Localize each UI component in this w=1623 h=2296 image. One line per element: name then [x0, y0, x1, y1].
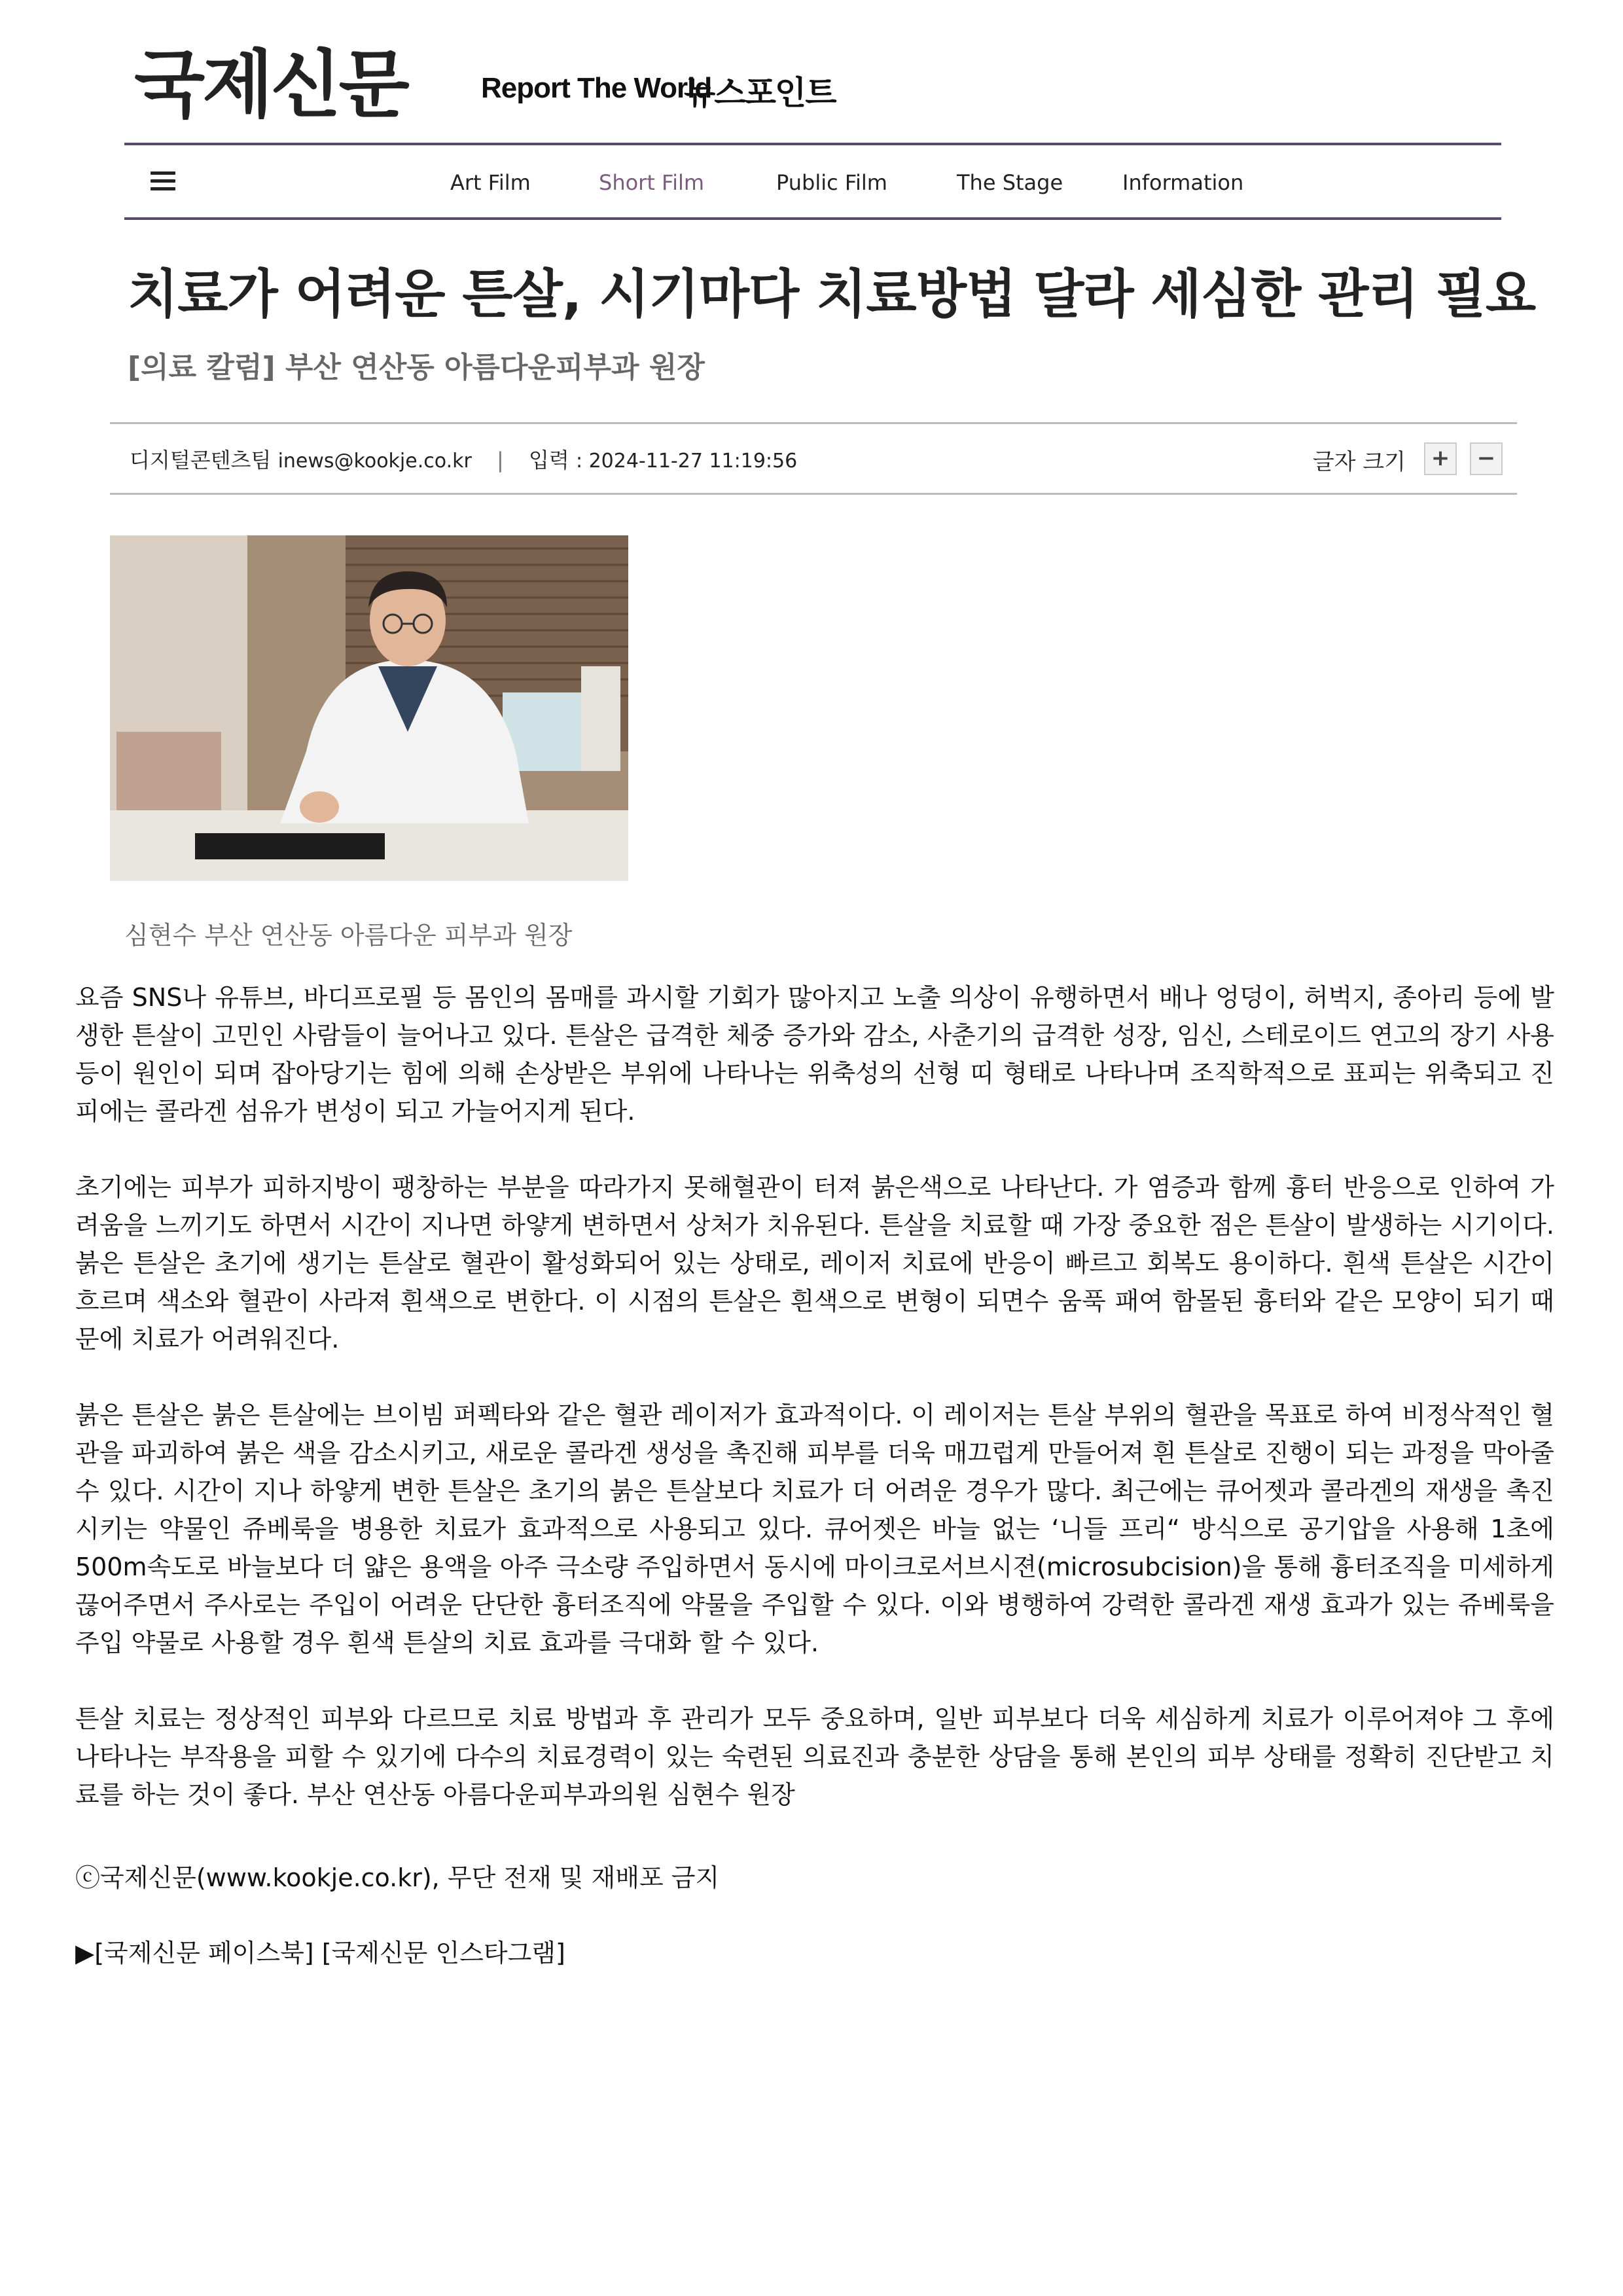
article-body: [75, 978, 1554, 1814]
byline-date: : 2024-11-27 11:19:56: [575, 450, 798, 473]
font-decrease-button[interactable]: −: [1470, 442, 1503, 475]
byline-separator: |: [496, 448, 504, 473]
byline-bar: [110, 422, 1517, 495]
article-paragraph: 요즘 SNS나 유튜브, 바디프로필 등 몸인의 몸매를 과시할 기회가 많아지고 노출 의상이 유행하면서 배나 엉덩이, 허벅지, 종아리 등에 발생한 튼살이 고민인 사람들이 늘어나고 있다. 튼살은 급격한 체중 증가와 감소, 사춘기의 급격한 성장, 임신, 스테로이드 연고의 장기 사용 등이 원인이 되며 잡아당기는 힘에 의해 손상받은 부위에 나타나는 위축성의 선형 띠 형태로 나타나며 조직학적으로 표피는 위축되고 진피에는 콜라겐 섬유가 변성이 되고 가늘어지게 된다.: [75, 983, 1554, 1126]
article-paragraph: 튼살 치료는 정상적인 피부와 다르므로 치료 방법과 후 관리가 모두 중요하며, 일반 피부보다 더욱 세심하게 치료가 이루어져야 그 후에 나타나는 부작용을 피할 수 있기에 다수의 치료경력이 있는 숙련된 의료진과 충분한 상담을 통해 본인의 피부 상태를 정확히 진단받고 치료를 하는 것이 좋다. 부산 연산동 아름다운피부과의원 심현수 원장: [75, 1704, 1554, 1809]
nav-item-public-film[interactable]: Public Film: [776, 170, 887, 195]
nav-item-short-film[interactable]: Short Film: [599, 170, 705, 195]
byline-author: 디지털콘텐츠팀: [130, 448, 272, 473]
doctor-photo-illustration: [110, 535, 628, 881]
byline-email[interactable]: inews@kookje.co.kr: [277, 450, 472, 473]
article-subhead: [의료 칼럼] 부산 연산동 아름다운피부과 원장: [128, 351, 705, 384]
article-headline: 치료가 어려운 튼살, 시기마다 치료방법 달라 세심한 관리 필요: [128, 264, 1536, 325]
article-paragraph: 붉은 튼살은 붉은 튼살에는 브이빔 퍼펙타와 같은 혈관 레이저가 효과적이다. 이 레이저는 튼살 부위의 혈관을 목표로 하여 비정삭적인 혈관을 파괴하여 붉은 색을 감소시키고, 새로운 콜라겐 생성을 촉진해 피부를 더욱 매끄럽게 만들어져 흰 튼살로 진행이 되는 과정을 막아줄 수 있다. 시간이 지나 하얗게 변한 튼살은 초기의 붉은 튼살보다 치료가 더 어려운 경우가 많다. 최근에는 큐어젯과 콜라겐의 재생을 촉진시키는 약물인 쥬베룩을 병용한 치료가 효과적으로 사용되고 있다. 큐어젯은 바늘 없는 ‘니들 프리“ 방식으로 공기압을 사용해 1초에 500m속도로 바늘보다 더 얇은 용액을 아주 극소량 주입하면서 동시에 마이크로서브시젼(microsubcision)을 통해 흉터조직을 미세하게 끊어주면서 주사로는 주입이 어려운 단단한 흉터조직에 약물을 주입할 수 있다. 이와 병행하여 강력한 콜라겐 재생 효과가 있는 쥬베룩을 주입 약물로 사용할 경우 흰색 튼살의 치료 효과를 극대화 할 수 있다.: [75, 1401, 1554, 1657]
byline: [130, 444, 797, 474]
arrow-icon: ▶: [75, 1939, 95, 1967]
nav-item-information[interactable]: Information: [1122, 170, 1244, 195]
font-increase-button[interactable]: +: [1424, 442, 1457, 475]
instagram-link[interactable]: [국제신문 인스타그램]: [321, 1939, 565, 1967]
facebook-link[interactable]: [국제신문 페이스북]: [94, 1939, 314, 1967]
nav-item-art-film[interactable]: Art Film: [450, 170, 531, 195]
slogan-korean[interactable]: 뉴스포인트: [684, 74, 836, 112]
photo-caption: 심현수 부산 연산동 아름다운 피부과 원장: [124, 921, 573, 950]
masthead: [134, 39, 1508, 131]
hamburger-icon[interactable]: [151, 171, 175, 191]
byline-date-label: 입력: [528, 448, 569, 473]
nav-item-the-stage[interactable]: The Stage: [957, 170, 1063, 195]
article-paragraph: 초기에는 피부가 피하지방이 팽창하는 부분을 따라가지 못해혈관이 터져 붉은색으로 나타난다. 가 염증과 함께 흉터 반응으로 인하여 가려움을 느끼기도 하면서 시간이 지나면 하얗게 변하면서 상처가 치유된다. 튼살을 치료할 때 가장 중요한 점은 튼살이 발생하는 시기이다. 붉은 튼살은 초기에 생기는 튼살로 혈관이 활성화되어 있는 상태로, 레이저 치료에 반응이 빠르고 회복도 용이하다. 흰색 튼살은 시간이 흐르며 색소와 혈관이 사라져 흰색으로 변한다. 이 시점의 튼살은 흰색으로 변형이 되면수 움푹 패여 함몰된 흉터와 같은 모양이 되기 때문에 치료가 어려워진다.: [75, 1173, 1554, 1354]
main-nav: [124, 143, 1501, 220]
site-logo[interactable]: 국제신문: [134, 43, 407, 128]
social-links: [75, 1933, 565, 1969]
copyright-notice: ⓒ국제신문(www.kookje.co.kr), 무단 전재 및 재배포 금지: [75, 1863, 720, 1892]
font-size-label: 글자 크기: [1312, 449, 1406, 475]
slogan-english: Report The World: [481, 72, 712, 104]
article-photo: [110, 535, 628, 881]
